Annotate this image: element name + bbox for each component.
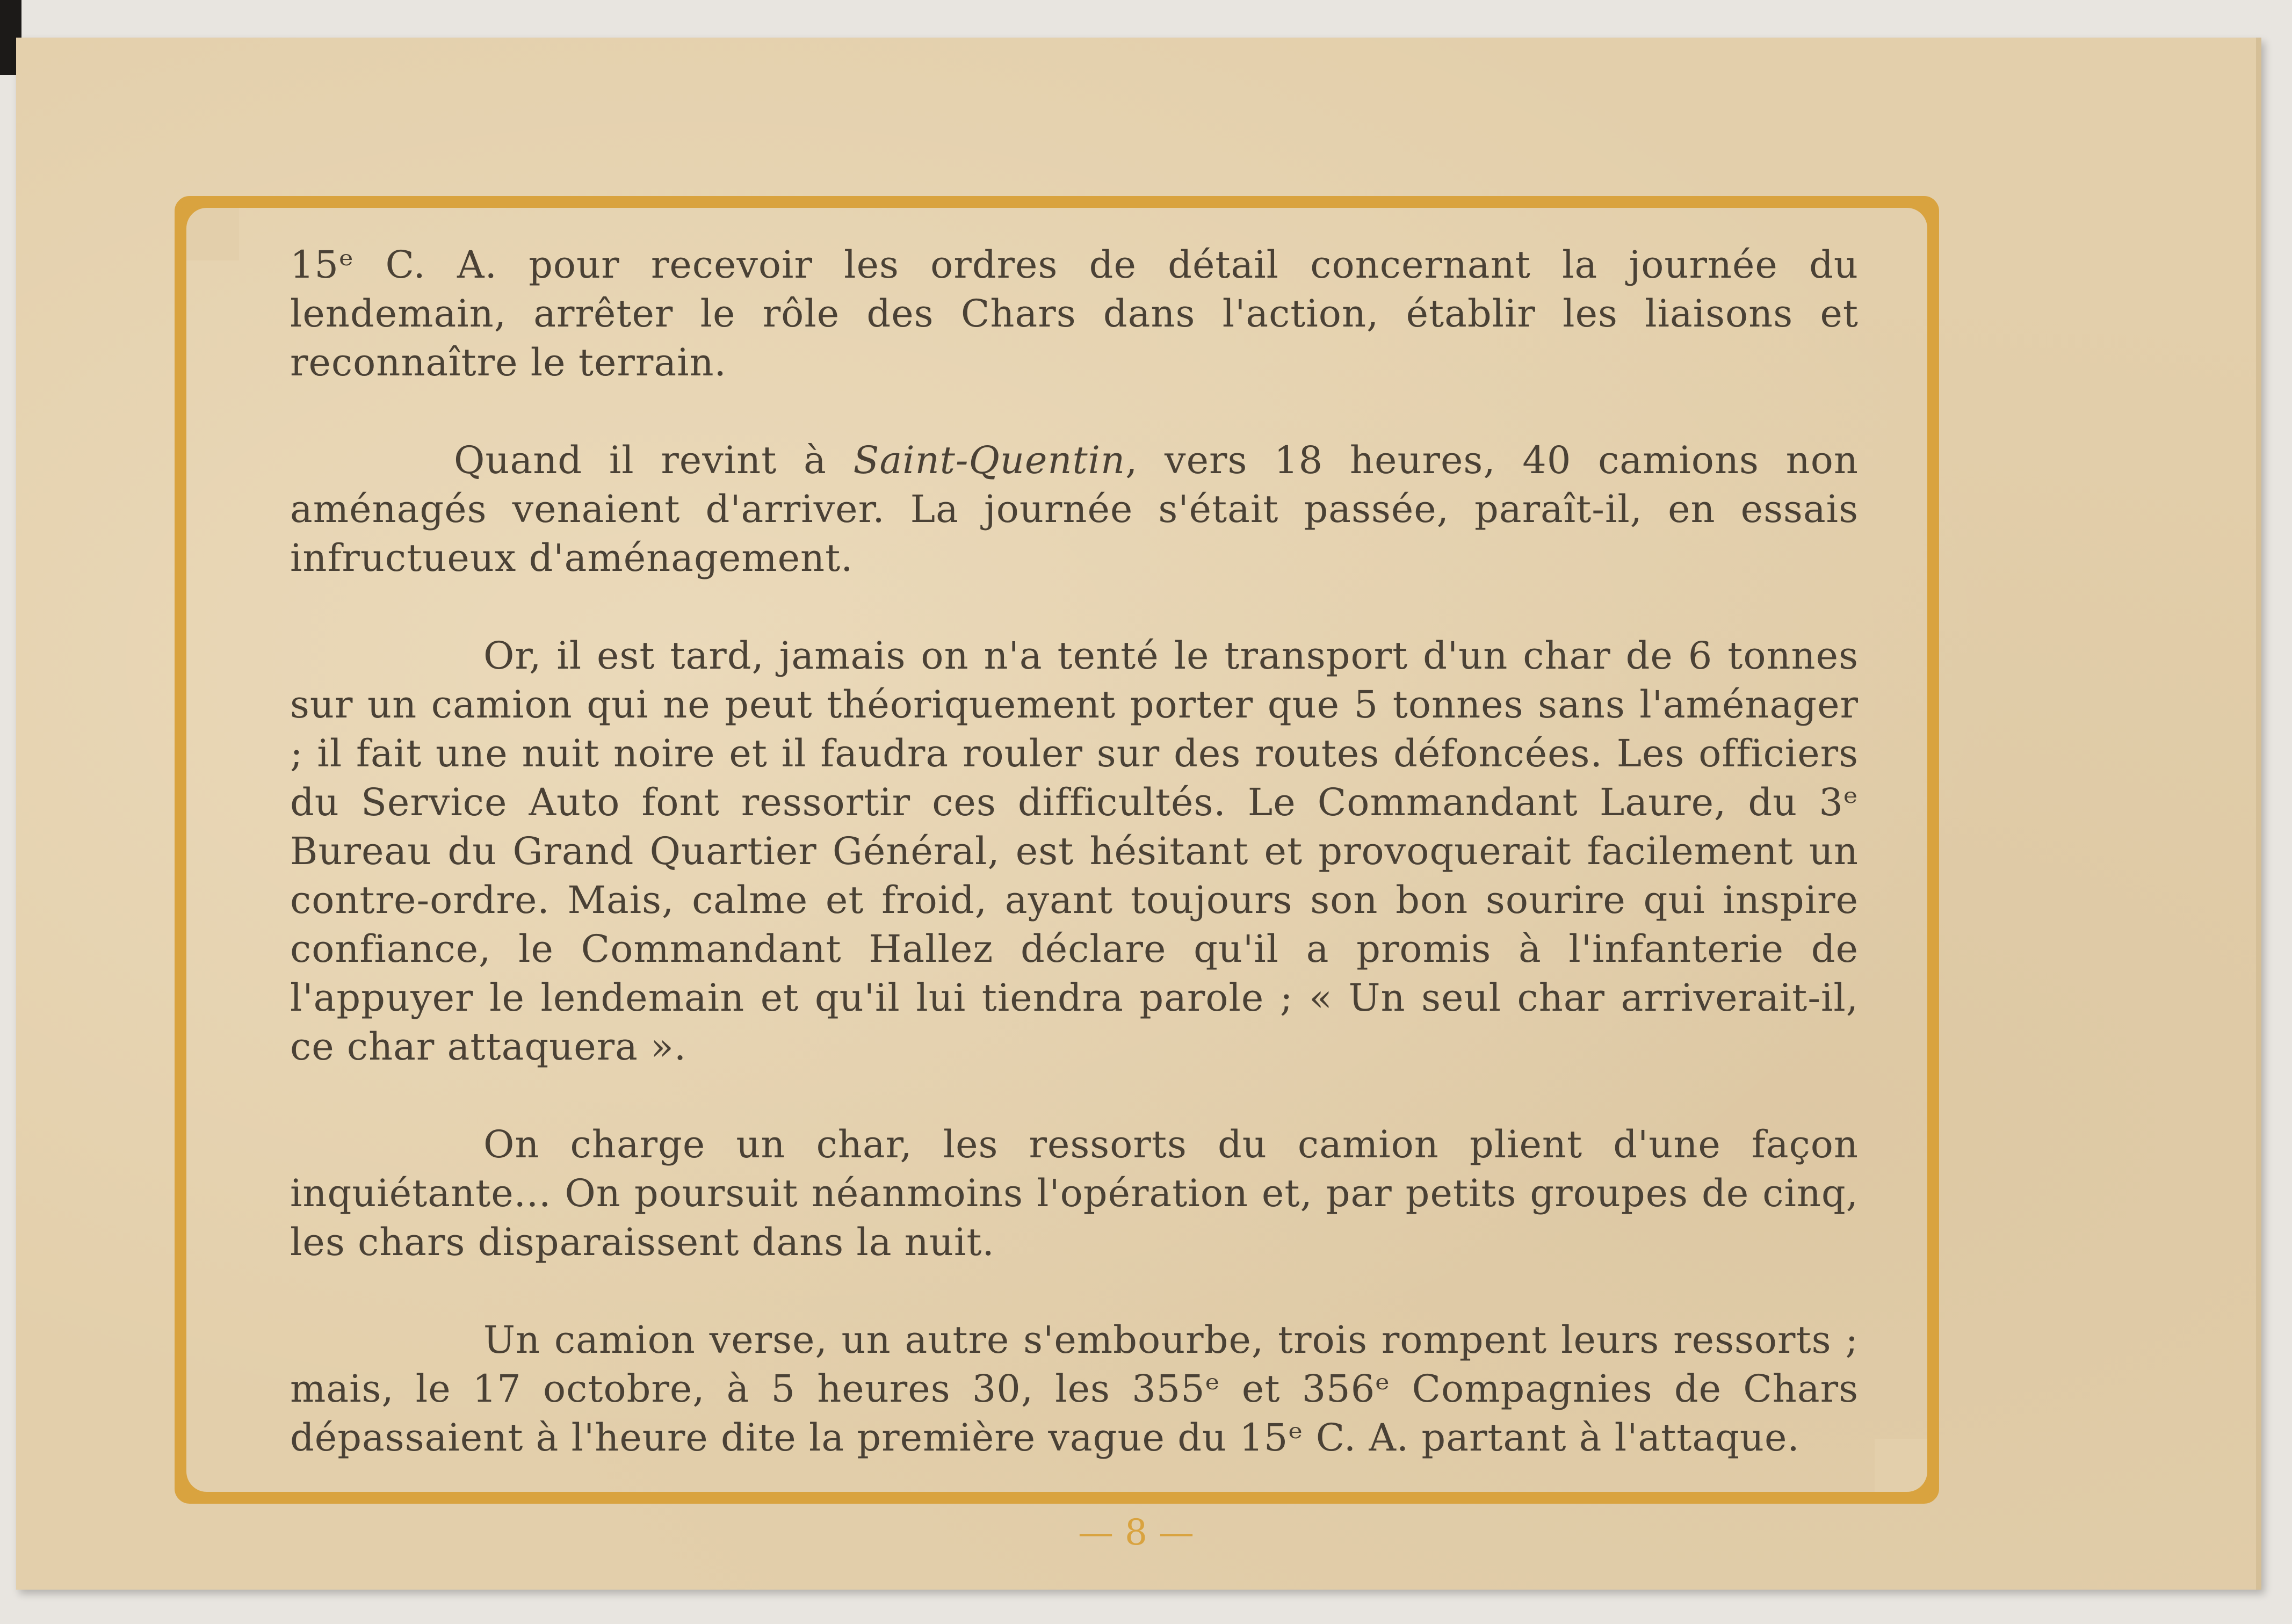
frame-corner-top-left	[175, 196, 239, 260]
body-text	[290, 241, 1859, 1462]
paragraph-2-before: Quand il revint à	[454, 438, 854, 482]
frame-corner-top-right	[1875, 196, 1939, 260]
paragraph-5: Un camion verse, un autre s'embourbe, trois rompent leurs ressorts ; mais, le 17 octobre, à 5 heures 30, les 355ᵉ et 356ᵉ Compagnies de Chars dépassaient à l'heure dite la première vague du 15ᵉ C. A. partant à l'attaque.	[290, 1318, 1859, 1460]
frame-corner-bottom-right	[1875, 1439, 1939, 1504]
frame-corner-bottom-left	[175, 1439, 239, 1504]
book-page	[16, 38, 2261, 1590]
place-name: Saint-Quentin	[853, 438, 1126, 482]
paragraph-3: Or, il est tard, jamais on n'a tenté le transport d'un char de 6 tonnes sur un camion qui ne peut théoriquement porter que 5 tonnes sans l'aménager ; il fait une nuit noire et il faudra rouler sur des routes défoncées. Les officiers du Service Auto font ressortir ces difficultés. Le Commandant Laure, du 3ᵉ Bureau du Grand Quartier Général, est hésitant et provoquerait facilement un contre-ordre. Mais, calme et froid, ayant toujours son bon sourire qui inspire confiance, le Commandant Hallez déclare qu'il a promis à l'infanterie de l'appuyer le lendemain et qu'il lui tiendra parole ; « Un seul char arriverait-il, ce char attaquera ».	[290, 634, 1859, 1069]
page-number: — 8 —	[1078, 1512, 1194, 1553]
paragraph-4: On charge un char, les ressorts du camion plient d'une façon inquiétante... On poursuit néanmoins l'opération et, par petits groupes de cinq, les chars disparaissent dans la nuit.	[290, 1122, 1859, 1264]
paragraph-2	[290, 436, 1859, 583]
paragraph-2-after: , vers 18 heures, 40 camions non aménagés venaient d'arriver. La journée s'était passée, paraît-il, en essais infructueux d'aménagement.	[290, 438, 1859, 580]
paragraph-1: 15ᵉ C. A. pour recevoir les ordres de détail concernant la journée du lendemain, arrêter le rôle des Chars dans l'action, établir les liaisons et reconnaître le terrain.	[290, 243, 1859, 385]
